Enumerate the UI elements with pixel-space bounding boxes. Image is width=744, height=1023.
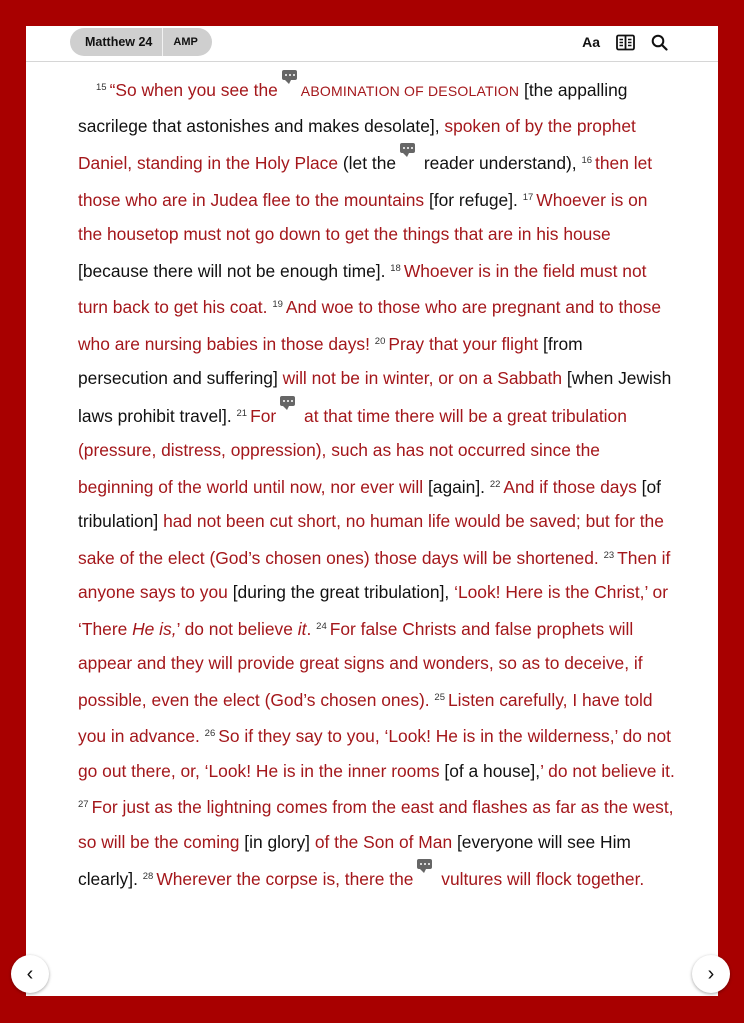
verse-text: of the Son of Man (314, 831, 453, 852)
chapter-text (78, 70, 676, 897)
verse-text: [from persecution and suffering] (78, 333, 583, 388)
verse-text: . (306, 618, 312, 639)
verse-text: ‘Look! Here is the Christ,’ or ‘There (78, 582, 668, 639)
verse-number: 18 (390, 262, 401, 274)
verse-text: at that time there will be a great tribulation (pressure, distress, oppression), such as has not occurred since the beginning of the world until now, nor ever will (78, 405, 627, 497)
verse-number: 17 (522, 191, 534, 203)
verse-number: 26 (204, 728, 216, 739)
verse-text: will not be in winter, or on a Sabbath (282, 368, 563, 388)
verse-text: [when Jewish laws prohibit travel]. (78, 368, 672, 426)
verse-text: And woe to those who are pregnant and to those who are nursing babies in those days! (78, 297, 662, 354)
verse-text: “So when you see the (109, 80, 278, 100)
verse-number: 16 (581, 155, 593, 166)
verse-number: 28 (142, 871, 154, 882)
study-note-icon[interactable] (282, 70, 297, 82)
verse-text: For (250, 405, 277, 426)
passage-selector (70, 28, 212, 56)
study-note-icon[interactable] (280, 396, 295, 408)
study-note-icon[interactable] (417, 859, 432, 871)
verse-number: 25 (434, 691, 445, 703)
verse-text: [again]. (423, 476, 490, 497)
study-note-icon[interactable] (400, 143, 415, 155)
verse-text: [during the great tribulation], (227, 582, 455, 602)
verse-text: vultures will flock together. (436, 869, 645, 889)
verse-number: 19 (272, 299, 283, 310)
verse-text: So if they say to you, ‘Look! He is in the wilderness,’ do not go out there, or, ‘Look! He is in the inner rooms (78, 726, 671, 781)
verse-number: 27 (78, 799, 89, 810)
verse-text: spoken of by the prophet Daniel, standing in the Holy Place (78, 115, 636, 173)
reader-page (26, 26, 718, 996)
verse-text: Wherever the corpse is, there the (156, 869, 414, 889)
verse-text: [of tribulation] (78, 476, 662, 531)
search-icon[interactable] (651, 32, 668, 52)
verse-text: it (297, 618, 307, 639)
version-button[interactable]: AMP (173, 36, 198, 48)
verse-text: Whoever is on the housetop must not go down to get the things that are in his house (78, 189, 648, 244)
verse-text: reader understand), (419, 153, 582, 173)
verse-number: 20 (374, 335, 386, 347)
font-settings-icon[interactable]: Aa (582, 34, 600, 50)
toolbar-actions (566, 32, 668, 52)
verse-text: then let those who are in Judea flee to the mountains (78, 153, 653, 210)
next-chapter-button[interactable] (692, 955, 730, 993)
chevron-right-icon: › (707, 962, 715, 985)
verse-number: 15 (96, 82, 107, 93)
verse-text: ’ do not believe it. (540, 760, 675, 781)
verse-text: [in glory] (239, 831, 315, 852)
verse-text: For just as the lightning comes from the east and flashes as far as the west, so will be the coming (78, 797, 674, 852)
verse-text: Whoever is in the field must not turn back to get his coat. (78, 260, 647, 317)
verse-text: For false Christs and false prophets will appear and they will provide great signs and wonders, so as to deceive, if possible, even the elect (God’s chosen ones). (78, 618, 643, 710)
verse-text: ’ do not believe (176, 618, 298, 639)
verse-text: And if those days (503, 476, 637, 497)
verse-number: 24 (316, 620, 327, 632)
verse-text: Pray that your flight (388, 333, 539, 354)
chevron-left-icon: ‹ (26, 962, 34, 985)
verse-text: [everyone will see Him clearly]. (78, 831, 631, 889)
verse-text: (let the (338, 153, 397, 173)
verse-paragraph (78, 70, 676, 897)
previous-chapter-button[interactable] (11, 955, 49, 993)
verse-text: [because there will not be enough time]. (78, 260, 391, 281)
verse-text: He is, (132, 618, 177, 639)
verse-number: 22 (489, 478, 501, 490)
verse-text: Listen carefully, I have told you in advance. (78, 689, 653, 746)
verse-text: ABOMINATION OF DESOLATION (300, 83, 520, 99)
verse-text: [of a house], (439, 760, 541, 781)
verse-text: [for refuge]. (424, 189, 523, 210)
reader-toolbar (26, 26, 718, 62)
verse-text: Then if anyone says to you (78, 547, 671, 602)
parallel-bible-icon[interactable] (616, 32, 635, 52)
book-chapter-button[interactable]: Matthew 24 (70, 28, 163, 56)
verse-number: 21 (236, 407, 248, 419)
verse-text: had not been cut short, no human life would be saved; but for the sake of the elect (God’s chosen ones) those days will be shortened. (78, 511, 664, 568)
verse-text: [the appalling sacrilege that astonishes and makes desolate], (78, 80, 628, 136)
verse-number: 23 (603, 549, 615, 561)
